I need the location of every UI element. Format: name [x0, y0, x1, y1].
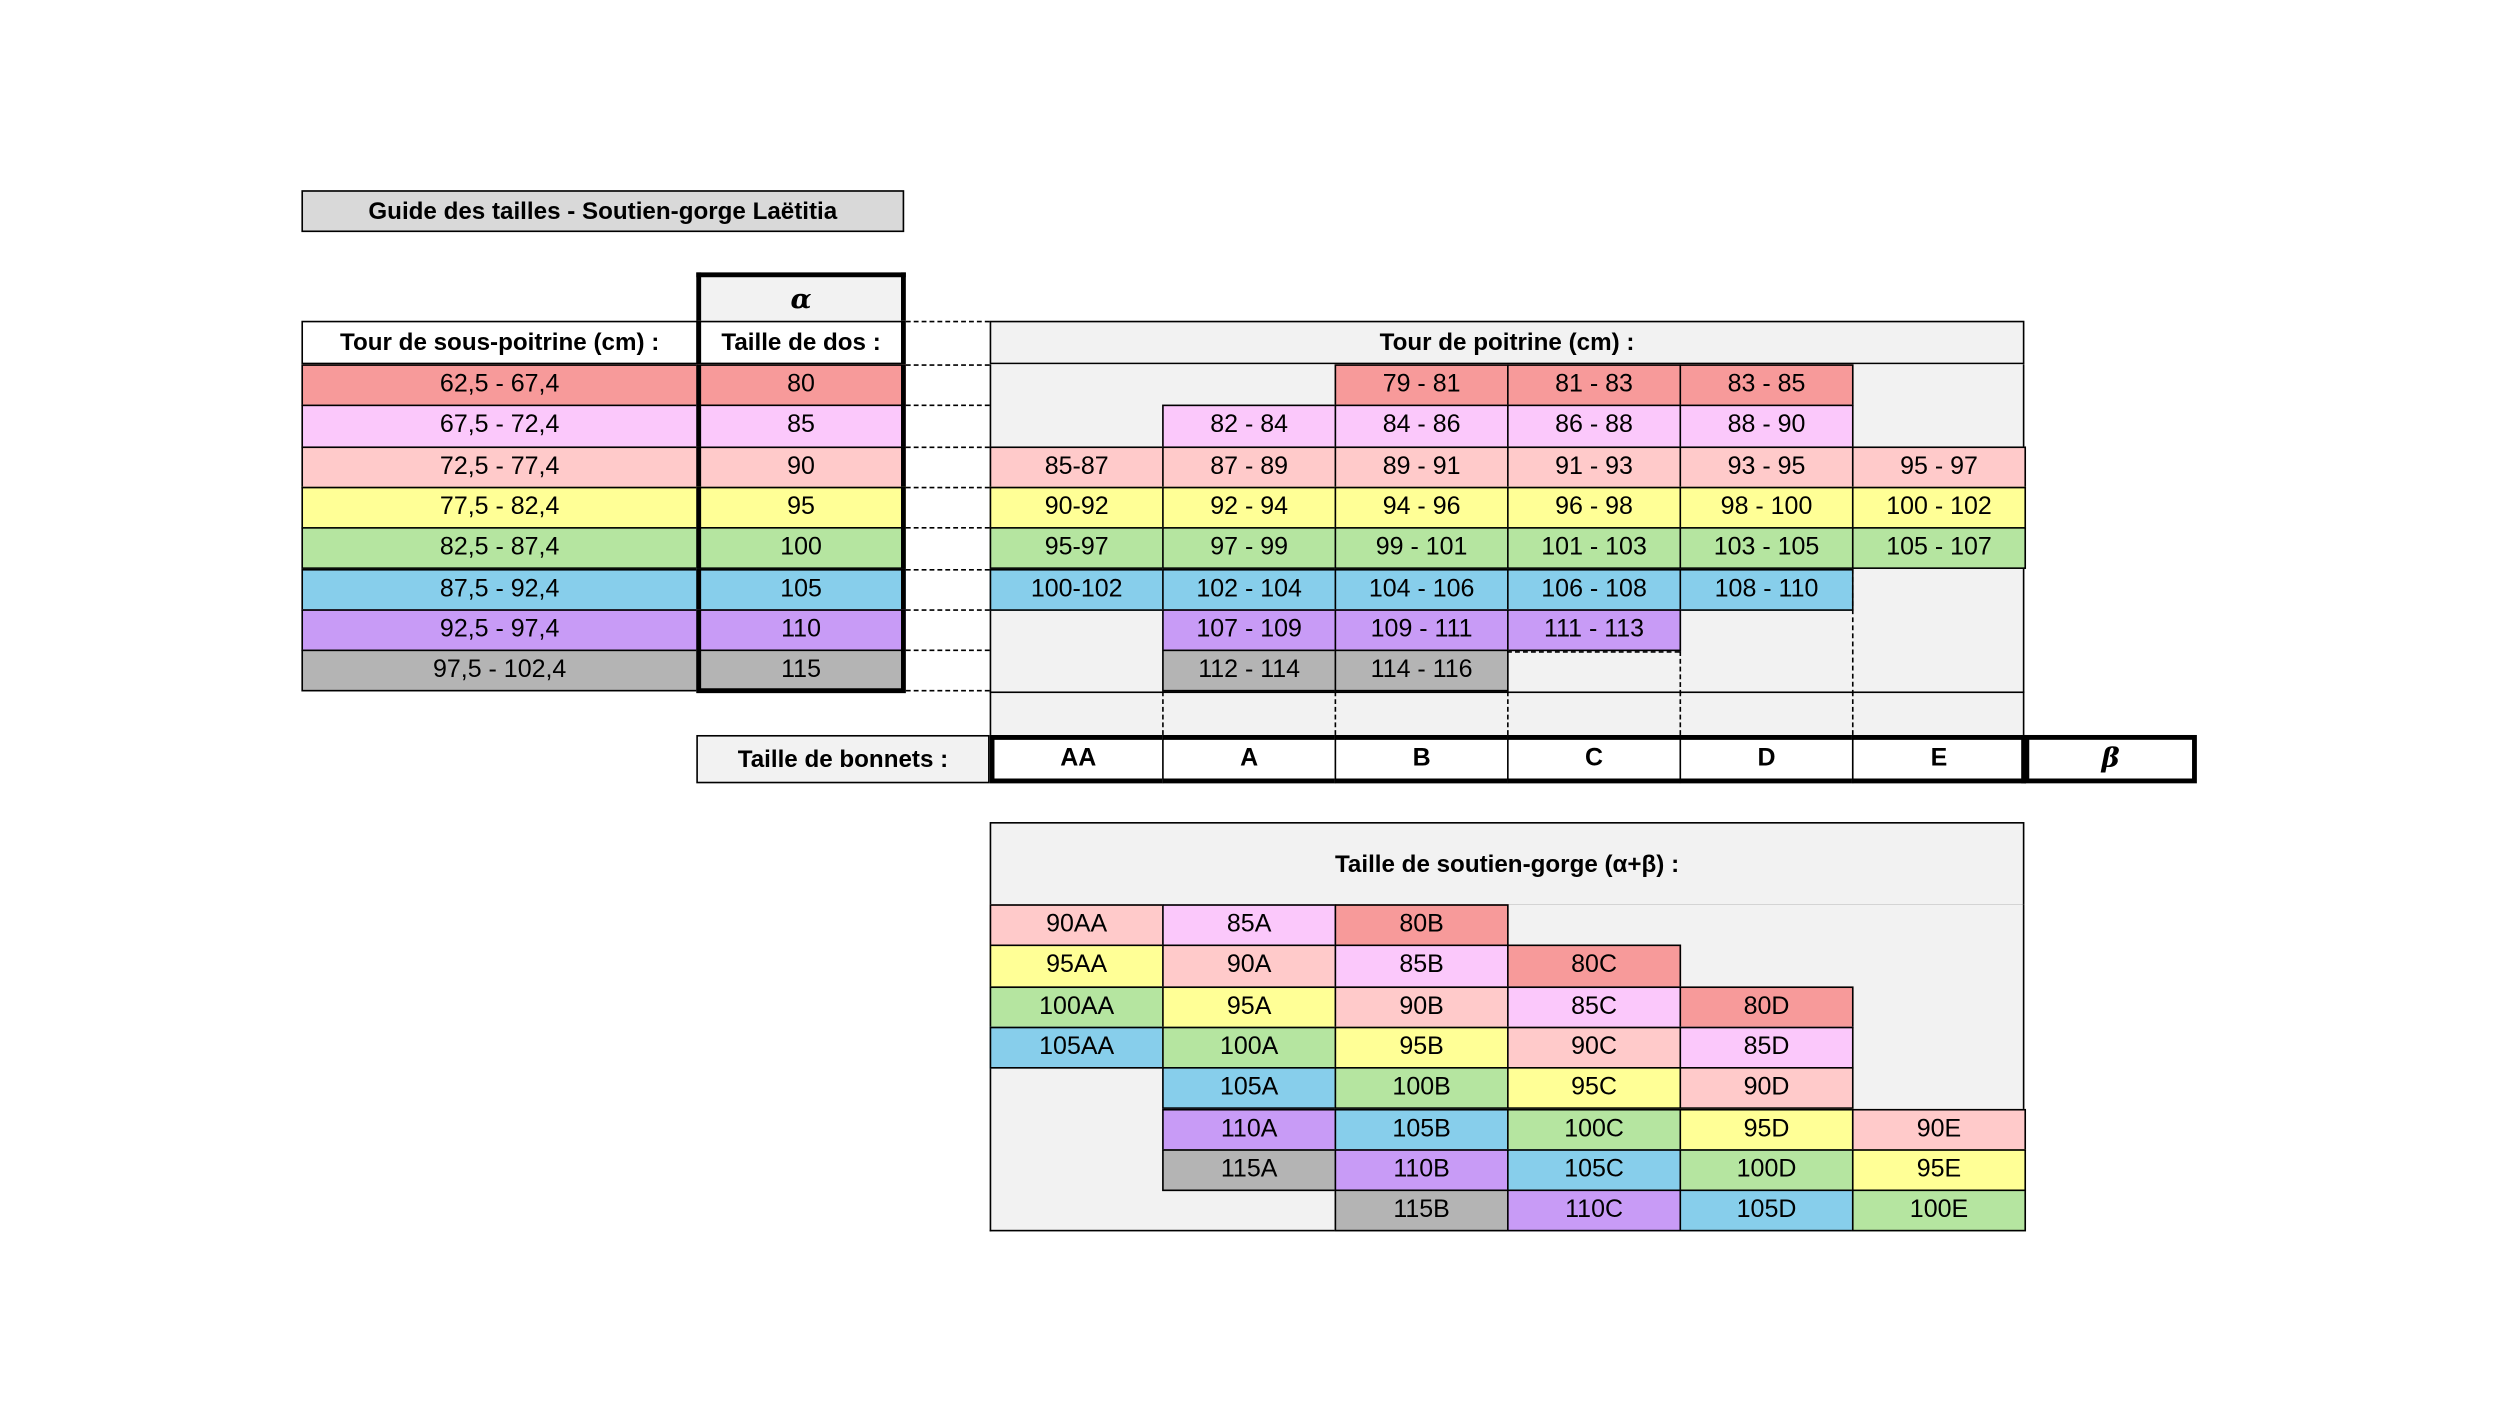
grid-line: [906, 405, 990, 407]
bust-range-cell: 114 - 116: [1335, 650, 1509, 692]
bust-table-header: Tour de poitrine (cm) :: [990, 321, 2025, 365]
bust-range-cell: 79 - 81: [1335, 364, 1509, 406]
bust-range-cell: 89 - 91: [1335, 446, 1509, 488]
grid-line: [906, 568, 990, 570]
bra-size-cell: 100C: [1507, 1108, 1681, 1150]
bra-size-cell: 95C: [1507, 1067, 1681, 1109]
cup-cell: A: [1162, 735, 1336, 783]
bra-size-cell: 105A: [1162, 1067, 1336, 1109]
bust-range-cell: 81 - 83: [1507, 364, 1681, 406]
bra-size-cell: 110C: [1507, 1190, 1681, 1232]
band-size-cell: 110: [696, 609, 906, 651]
bra-size-cell: 115A: [1162, 1149, 1336, 1191]
bra-size-cell: 90C: [1507, 1027, 1681, 1069]
bust-range-cell: 105 - 107: [1852, 527, 2026, 569]
underbust-cell: 82,5 - 87,4: [301, 527, 698, 569]
bust-range-cell: 93 - 95: [1679, 446, 1853, 488]
underbust-cell: 72,5 - 77,4: [301, 446, 698, 488]
band-size-cell: 90: [696, 446, 906, 488]
band-size-cell: 85: [696, 405, 906, 447]
bra-size-cell: 80B: [1335, 904, 1509, 946]
cup-cell: AA: [990, 735, 1164, 783]
underbust-cell: 87,5 - 92,4: [301, 568, 698, 610]
bra-size-cell: 95E: [1852, 1149, 2026, 1191]
cup-cell: C: [1507, 735, 1681, 783]
band-size-cell: 95: [696, 487, 906, 529]
bust-range-cell: 112 - 114: [1162, 650, 1336, 692]
grid-line: [906, 321, 990, 323]
bra-size-cell: 100B: [1335, 1067, 1509, 1109]
bust-range-cell: 96 - 98: [1507, 487, 1681, 529]
grid-line: [1507, 651, 1679, 653]
page-title: Guide des tailles - Soutien-gorge Laëtitia: [301, 190, 904, 232]
grid-line: [1852, 569, 1854, 695]
alpha-symbol: α: [696, 272, 906, 320]
bra-size-cell: 105D: [1679, 1190, 1853, 1232]
bra-size-cell: 105AA: [990, 1027, 1164, 1069]
bust-range-cell: 91 - 93: [1507, 446, 1681, 488]
grid-line: [906, 690, 990, 692]
band-size-cell: 80: [696, 364, 906, 406]
bust-range-cell: 92 - 94: [1162, 487, 1336, 529]
bust-range-cell: 101 - 103: [1507, 527, 1681, 569]
bust-range-cell: 87 - 89: [1162, 446, 1336, 488]
bust-range-cell: 85-87: [990, 446, 1164, 488]
bra-size-cell: 110B: [1335, 1149, 1509, 1191]
bra-size-cell: 95AA: [990, 945, 1164, 987]
underbust-cell: 77,5 - 82,4: [301, 487, 698, 529]
bra-size-cell: 85D: [1679, 1027, 1853, 1069]
bra-size-cell: 80C: [1507, 945, 1681, 987]
grid-line: [906, 609, 990, 611]
grid-line: [906, 446, 990, 448]
bust-range-cell: 103 - 105: [1679, 527, 1853, 569]
bra-size-cell: 105B: [1335, 1108, 1509, 1150]
cup-cell: E: [1852, 735, 2026, 783]
underbust-cell: 62,5 - 67,4: [301, 364, 698, 406]
bra-size-cell: 85C: [1507, 986, 1681, 1028]
bra-size-cell: 100E: [1852, 1190, 2026, 1232]
header-band: Taille de dos :: [696, 321, 906, 365]
bra-size-cell: 95A: [1162, 986, 1336, 1028]
grid-line: [1335, 691, 1337, 735]
bust-range-cell: 108 - 110: [1679, 568, 1853, 610]
bra-size-cell: 80D: [1679, 986, 1853, 1028]
bust-range-cell: 88 - 90: [1679, 405, 1853, 447]
bra-size-cell: 100D: [1679, 1149, 1853, 1191]
cup-cell: D: [1679, 735, 1853, 783]
band-size-cell: 100: [696, 527, 906, 569]
bust-range-cell: 97 - 99: [1162, 527, 1336, 569]
bust-range-cell: 90-92: [990, 487, 1164, 529]
bra-size-cell: 90A: [1162, 945, 1336, 987]
bust-range-cell: 107 - 109: [1162, 609, 1336, 651]
band-size-cell: 105: [696, 568, 906, 610]
grid-line: [906, 364, 990, 366]
cup-size-label: Taille de bonnets :: [696, 735, 989, 783]
bust-range-cell: 106 - 108: [1507, 568, 1681, 610]
grid-line: [1679, 651, 1681, 695]
beta-symbol: β: [2024, 735, 2196, 783]
bust-range-cell: 109 - 111: [1335, 609, 1509, 651]
underbust-cell: 97,5 - 102,4: [301, 650, 698, 692]
bra-size-cell: 115B: [1335, 1190, 1509, 1232]
grid-line: [906, 650, 990, 652]
bust-range-cell: 95-97: [990, 527, 1164, 569]
bust-range-cell: 82 - 84: [1162, 405, 1336, 447]
bra-size-cell: 95B: [1335, 1027, 1509, 1069]
band-size-cell: 115: [696, 650, 906, 694]
bust-range-cell: 100-102: [990, 568, 1164, 610]
bust-range-cell: 98 - 100: [1679, 487, 1853, 529]
bra-size-cell: 95D: [1679, 1108, 1853, 1150]
bra-size-cell: 100A: [1162, 1027, 1336, 1069]
grid-line: [1679, 691, 1681, 735]
bust-range-cell: 111 - 113: [1507, 609, 1681, 651]
bust-range-cell: 104 - 106: [1335, 568, 1509, 610]
bra-size-cell: 110A: [1162, 1108, 1336, 1150]
bra-size-cell: 85B: [1335, 945, 1509, 987]
bust-range-cell: 83 - 85: [1679, 364, 1853, 406]
grid-line: [1507, 691, 1509, 735]
bra-size-cell: 85A: [1162, 904, 1336, 946]
underbust-cell: 67,5 - 72,4: [301, 405, 698, 447]
bra-size-cell: 90D: [1679, 1067, 1853, 1109]
grid-line: [906, 487, 990, 489]
bra-size-cell: 90AA: [990, 904, 1164, 946]
bust-range-cell: 102 - 104: [1162, 568, 1336, 610]
grid-line: [906, 527, 990, 529]
bra-size-header: Taille de soutien-gorge (α+β) :: [990, 822, 2025, 906]
bra-size-cell: 100AA: [990, 986, 1164, 1028]
bra-size-cell: 105C: [1507, 1149, 1681, 1191]
bust-range-cell: 95 - 97: [1852, 446, 2026, 488]
bust-range-cell: 94 - 96: [1335, 487, 1509, 529]
grid-line: [1852, 691, 1854, 735]
bust-range-cell: 84 - 86: [1335, 405, 1509, 447]
bust-range-cell: 100 - 102: [1852, 487, 2026, 529]
bust-range-cell: 86 - 88: [1507, 405, 1681, 447]
bra-size-cell: 90B: [1335, 986, 1509, 1028]
underbust-cell: 92,5 - 97,4: [301, 609, 698, 651]
grid-line: [1162, 691, 1164, 735]
cup-cell: B: [1335, 735, 1509, 783]
header-underbust: Tour de sous-poitrine (cm) :: [301, 321, 698, 365]
bust-range-cell: 99 - 101: [1335, 527, 1509, 569]
bra-size-cell: 90E: [1852, 1108, 2026, 1150]
